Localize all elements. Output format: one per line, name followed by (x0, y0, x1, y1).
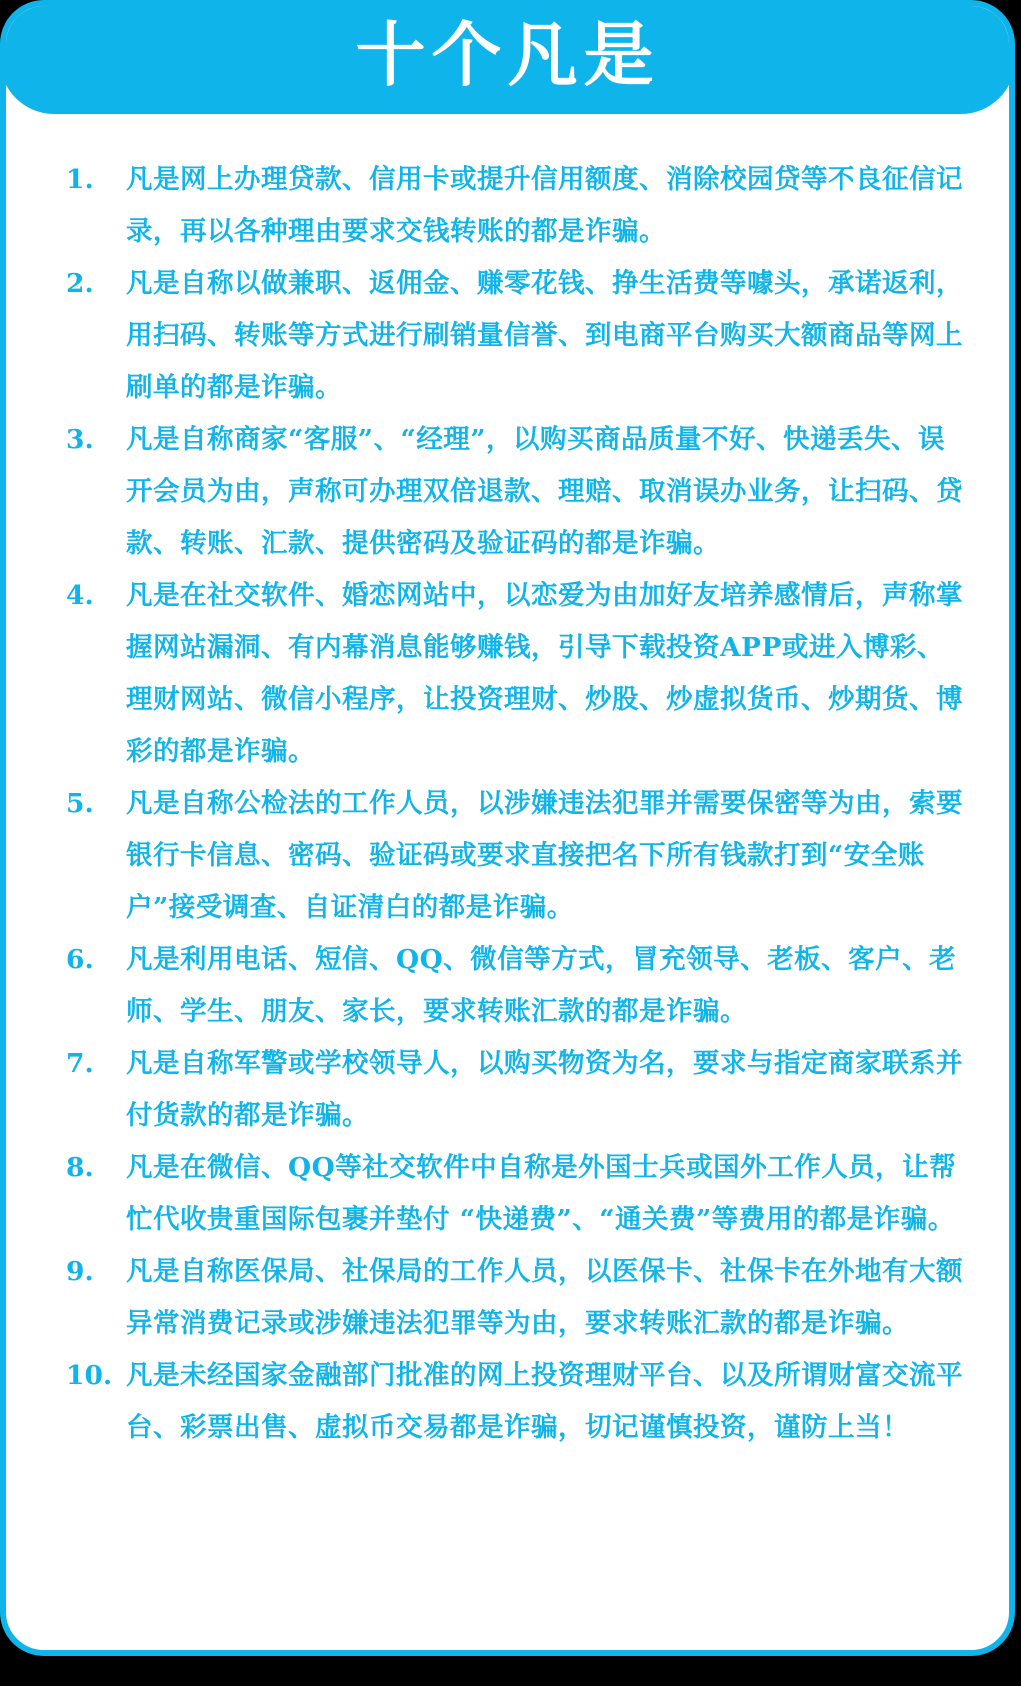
item-number: 5. (66, 788, 94, 819)
item-number: 2. (66, 268, 94, 299)
item-number: 10. (66, 1360, 113, 1391)
item-text: 凡是网上办理贷款、信用卡或提升信用额度、消除校园贷等不良征信记录，再以各种理由要求交钱转账的都是诈骗。 (126, 164, 963, 247)
item-number: 7. (66, 1048, 94, 1079)
item-number: 8. (66, 1152, 94, 1183)
page-title: 十个凡是 (355, 13, 660, 96)
header-banner (0, 0, 1015, 114)
item-text: 凡是自称医保局、社保局的工作人员，以医保卡、社保卡在外地有大额异常消费记录或涉嫌违法犯罪等为由，要求转账汇款的都是诈骗。 (126, 1256, 963, 1339)
item-number: 1. (66, 164, 94, 195)
list-item (66, 934, 966, 1038)
item-text: 凡是自称公检法的工作人员，以涉嫌违法犯罪并需要保密等为由，索要银行卡信息、密码、验证码或要求直接把名下所有钱款打到“安全账户”接受调查、自证清白的都是诈骗。 (126, 788, 963, 923)
item-number: 3. (66, 424, 94, 455)
item-text: 凡是利用电话、短信、QQ、微信等方式，冒充领导、老板、客户、老师、学生、朋友、家长，要求转账汇款的都是诈骗。 (126, 944, 957, 1027)
list-item (66, 1038, 966, 1142)
item-number: 9. (66, 1256, 94, 1287)
item-text: 凡是未经国家金融部门批准的网上投资理财平台、以及所谓财富交流平台、彩票出售、虚拟币交易都是诈骗，切记谨慎投资，谨防上当！ (126, 1360, 963, 1443)
list-item (66, 414, 966, 570)
rules-list (66, 154, 966, 1454)
item-text: 凡是自称商家“客服”、“经理”，以购买商品质量不好、快递丢失、误开会员为由，声称可办理双倍退款、理赔、取消误办业务，让扫码、贷款、转账、汇款、提供密码及验证码的都是诈骗。 (126, 424, 963, 559)
list-item (66, 258, 966, 414)
item-text: 凡是自称以做兼职、返佣金、赚零花钱、挣生活费等噱头，承诺返利，用扫码、转账等方式进行刷销量信誉、到电商平台购买大额商品等网上刷单的都是诈骗。 (126, 268, 963, 403)
list-item (66, 1246, 966, 1350)
list-item (66, 570, 966, 778)
list-item (66, 1142, 966, 1246)
list-item (66, 154, 966, 258)
item-number: 6. (66, 944, 94, 975)
item-number: 4. (66, 580, 94, 611)
item-text: 凡是自称军警或学校领导人，以购买物资为名，要求与指定商家联系并付货款的都是诈骗。 (126, 1048, 963, 1131)
item-text: 凡是在社交软件、婚恋网站中，以恋爱为由加好友培养感情后，声称掌握网站漏洞、有内幕消息能够赚钱，引导下载投资APP或进入博彩、理财网站、微信小程序，让投资理财、炒股、炒虚拟货币、炒期货、博彩的都是诈骗。 (126, 580, 963, 767)
list-item (66, 778, 966, 934)
list-item (66, 1350, 966, 1454)
item-text: 凡是在微信、QQ等社交软件中自称是外国士兵或国外工作人员，让帮忙代收贵重国际包裹并垫付 “快递费”、“通关费”等费用的都是诈骗。 (126, 1152, 957, 1235)
